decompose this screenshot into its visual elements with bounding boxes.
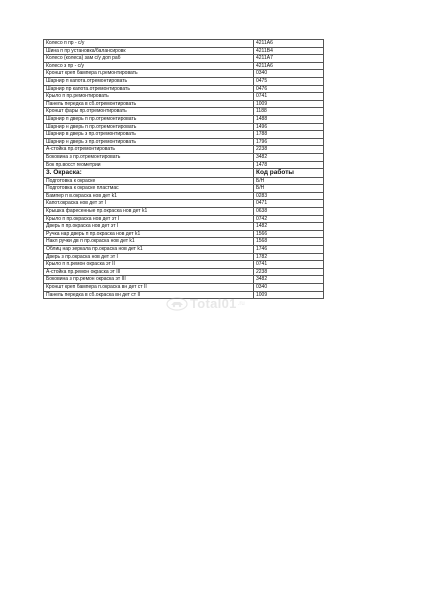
work-name-cell: Кроншт креп бампера п.ремонтировать	[44, 70, 254, 78]
table-row	[44, 123, 324, 131]
work-name-cell: Подготовка к окраске	[44, 177, 254, 185]
work-code-cell: 1496	[254, 123, 324, 131]
watermark-domain: .ru	[237, 300, 245, 307]
table-row	[44, 138, 324, 146]
table-row	[44, 253, 324, 261]
table-row	[44, 70, 324, 78]
work-code-cell: 1568	[254, 238, 324, 246]
table-row	[44, 62, 324, 70]
work-name-cell: Подготовка к окраске пластмас	[44, 185, 254, 193]
work-name-cell: Шарнир пр капота.отремонтировать	[44, 85, 254, 93]
work-name-cell: Боковина з пр.ремон окраска эт III	[44, 276, 254, 284]
table-row	[44, 93, 324, 101]
table-row	[44, 153, 324, 161]
work-code-cell: 0742	[254, 215, 324, 223]
work-code-cell: 1478	[254, 161, 324, 169]
work-name-cell: Боковина з пр.отремонтировать	[44, 153, 254, 161]
work-name-cell: Панель передка в сб.окраска вн дет ст II	[44, 291, 254, 299]
table-row	[44, 55, 324, 63]
work-code-cell: 4211А6	[254, 62, 324, 70]
table-row	[44, 40, 324, 48]
work-code-cell: 1482	[254, 223, 324, 231]
work-name-cell: Крышка фаресенные пр.окраска нов дет k1	[44, 207, 254, 215]
table-row	[44, 223, 324, 231]
table-row	[44, 115, 324, 123]
work-code-cell: 4211А7	[254, 55, 324, 63]
work-code-cell: 1796	[254, 138, 324, 146]
work-code-cell: Б/Н	[254, 185, 324, 193]
work-name-cell: Крыло п пр.ремонтировать	[44, 93, 254, 101]
code-column-header: Код работы	[254, 169, 324, 178]
work-code-cell: 4211В4	[254, 47, 324, 55]
work-name-cell: А-стойка пр.ремон окраска эт III	[44, 268, 254, 276]
table-row	[44, 161, 324, 169]
table-row	[44, 47, 324, 55]
work-name-cell: Бок пр.восст геометрии	[44, 161, 254, 169]
table-row	[44, 230, 324, 238]
table-row	[44, 131, 324, 139]
work-code-cell: Б/Н	[254, 177, 324, 185]
work-name-cell: Шарнир в дверь з пр.отремонтировать	[44, 131, 254, 139]
work-code-cell: 4211А6	[254, 40, 324, 48]
work-code-cell: 1566	[254, 230, 324, 238]
work-name-cell: Колесо з пр - с/у	[44, 62, 254, 70]
work-name-cell: Шарнир н дверь п пр.отремонтировать	[44, 123, 254, 131]
table-row	[44, 177, 324, 185]
watermark-text: Total01	[190, 296, 237, 311]
work-code-cell: 0741	[254, 261, 324, 269]
work-code-cell: 2238	[254, 268, 324, 276]
work-code-cell: 1009	[254, 100, 324, 108]
table-row	[44, 85, 324, 93]
work-code-cell: 0476	[254, 85, 324, 93]
table-row	[44, 108, 324, 116]
work-code-cell: 1188	[254, 108, 324, 116]
section-header-row	[44, 169, 324, 178]
work-code-cell: 0741	[254, 93, 324, 101]
works-table	[43, 39, 324, 299]
table-row	[44, 238, 324, 246]
work-name-cell: Облиц нар зеркала пр.окраска нов дет k1	[44, 245, 254, 253]
table-row	[44, 200, 324, 208]
work-name-cell: Капот.окраска нов дет эт I	[44, 200, 254, 208]
work-code-cell: 0471	[254, 200, 324, 208]
table-row	[44, 77, 324, 85]
work-code-cell: 0475	[254, 77, 324, 85]
table-row	[44, 100, 324, 108]
car-logo-icon	[166, 297, 188, 311]
work-code-cell: 2238	[254, 146, 324, 154]
watermark	[166, 296, 245, 311]
work-name-cell: Шарнир п капота.отремонтировать	[44, 77, 254, 85]
work-code-cell: 0283	[254, 192, 324, 200]
work-name-cell: Шарнир п дверь п пр.отремонтировать	[44, 115, 254, 123]
work-code-cell: 0340	[254, 70, 324, 78]
work-code-cell: 1488	[254, 115, 324, 123]
work-name-cell: Кроншт креп бампера п.окраска вн дет ст II	[44, 283, 254, 291]
work-name-cell: Кроншт фары пр.отремонтировать	[44, 108, 254, 116]
work-name-cell: Дверь з пр.окраска нов дет эт I	[44, 253, 254, 261]
work-name-cell: Панель передка в сб.отремонтировать	[44, 100, 254, 108]
table-row	[44, 215, 324, 223]
work-name-cell: Шарнир н дверь з пр.отремонтировать	[44, 138, 254, 146]
work-name-cell: А-стойка пр.отремонтировать	[44, 146, 254, 154]
work-name-cell: Шина п пр установка/балансировк	[44, 47, 254, 55]
table-row	[44, 261, 324, 269]
table-row	[44, 268, 324, 276]
work-name-cell: Крыло п п.ремон окраска эт II	[44, 261, 254, 269]
work-name-cell: Крыло п пр.окраска нов дет эт I	[44, 215, 254, 223]
work-name-cell: Дверь п пр.окраска нов дет эт I	[44, 223, 254, 231]
work-code-cell: 1788	[254, 131, 324, 139]
work-code-cell: 3482	[254, 276, 324, 284]
table-row	[44, 207, 324, 215]
table-row	[44, 283, 324, 291]
work-name-cell: Колесо п пр - с/у	[44, 40, 254, 48]
work-code-cell: 1782	[254, 253, 324, 261]
work-code-cell: 0340	[254, 283, 324, 291]
work-code-cell: 1009	[254, 291, 324, 299]
work-name-cell: Накл ручки дв п пр.окраска нов дет k1	[44, 238, 254, 246]
table-row	[44, 192, 324, 200]
work-name-cell: Ручка нар дверь п пр.окраска нов дет k1	[44, 230, 254, 238]
work-name-cell: Колесо (колеса) зам с/у доп раб	[44, 55, 254, 63]
table-row	[44, 146, 324, 154]
table-row	[44, 185, 324, 193]
work-code-cell: 1746	[254, 245, 324, 253]
table-row	[44, 245, 324, 253]
work-code-cell: 3482	[254, 153, 324, 161]
work-code-cell: 0638	[254, 207, 324, 215]
work-name-cell: Бампер п в.окраска нов дет k1	[44, 192, 254, 200]
table-row	[44, 276, 324, 284]
section-title: 3. Окраска:	[44, 169, 254, 178]
